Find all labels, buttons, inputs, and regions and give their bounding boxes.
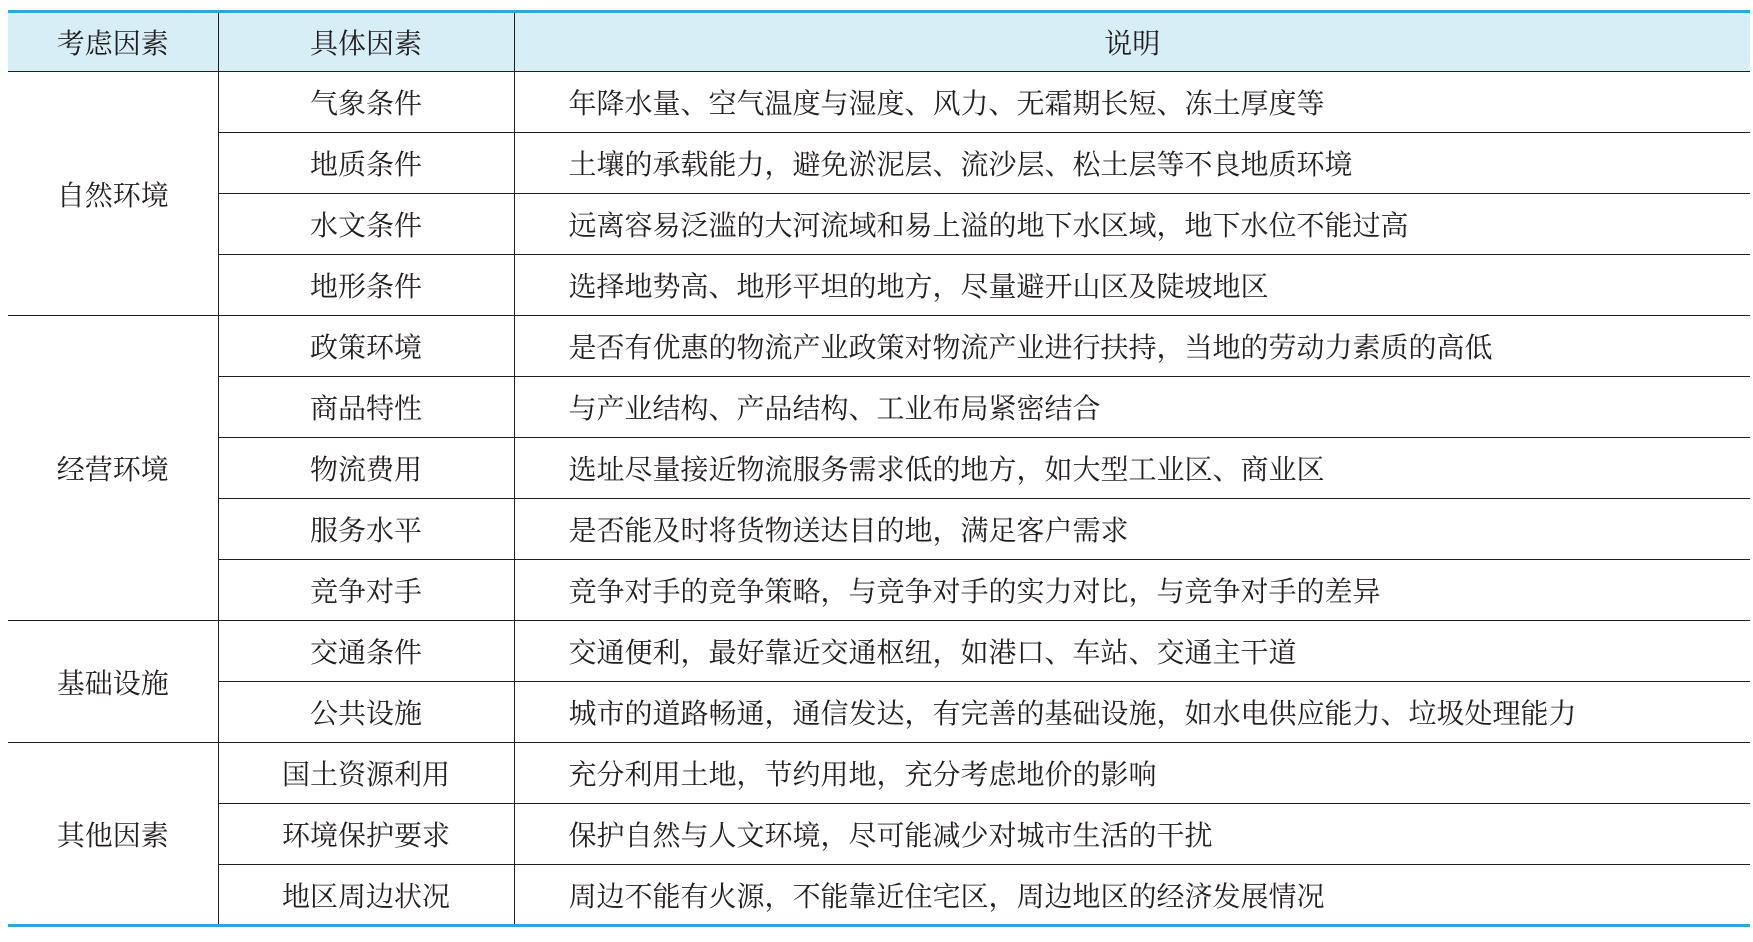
description-cell: 是否能及时将货物送达目的地，满足客户需求 — [514, 499, 1750, 560]
category-cell: 基础设施 — [8, 621, 218, 743]
description-cell: 保护自然与人文环境，尽可能减少对城市生活的干扰 — [514, 804, 1750, 865]
description-cell: 土壤的承载能力，避免淤泥层、流沙层、松土层等不良地质环境 — [514, 133, 1750, 194]
description-cell: 交通便利，最好靠近交通枢纽，如港口、车站、交通主干道 — [514, 621, 1750, 682]
category-cell: 经营环境 — [8, 316, 218, 621]
table-row — [8, 499, 1750, 560]
factor-cell: 公共设施 — [218, 682, 514, 743]
description-cell: 竞争对手的竞争策略，与竞争对手的实力对比，与竞争对手的差异 — [514, 560, 1750, 621]
table-row — [8, 194, 1750, 255]
factor-cell: 水文条件 — [218, 194, 514, 255]
table-row — [8, 621, 1750, 682]
factor-cell: 气象条件 — [218, 72, 514, 133]
factor-cell: 竞争对手 — [218, 560, 514, 621]
description-cell: 年降水量、空气温度与湿度、风力、无霜期长短、冻土厚度等 — [514, 72, 1750, 133]
table-row — [8, 255, 1750, 316]
factor-cell: 地形条件 — [218, 255, 514, 316]
description-cell: 是否有优惠的物流产业政策对物流产业进行扶持，当地的劳动力素质的高低 — [514, 316, 1750, 377]
factor-cell: 商品特性 — [218, 377, 514, 438]
header-factor: 具体因素 — [218, 12, 514, 72]
factor-cell: 服务水平 — [218, 499, 514, 560]
category-cell: 其他因素 — [8, 743, 218, 926]
header-description: 说明 — [514, 12, 1750, 72]
factor-cell: 物流费用 — [218, 438, 514, 499]
table-header-row — [8, 12, 1750, 72]
table-row — [8, 865, 1750, 926]
factor-cell: 地区周边状况 — [218, 865, 514, 926]
table-row — [8, 438, 1750, 499]
factor-cell: 交通条件 — [218, 621, 514, 682]
header-category: 考虑因素 — [8, 12, 218, 72]
factor-table-container — [8, 10, 1750, 927]
table-row — [8, 377, 1750, 438]
factor-cell: 政策环境 — [218, 316, 514, 377]
table-row — [8, 804, 1750, 865]
table-row — [8, 72, 1750, 133]
table-row — [8, 560, 1750, 621]
table-row — [8, 316, 1750, 377]
category-cell: 自然环境 — [8, 72, 218, 316]
description-cell: 周边不能有火源，不能靠近住宅区，周边地区的经济发展情况 — [514, 865, 1750, 926]
description-cell: 城市的道路畅通，通信发达，有完善的基础设施，如水电供应能力、垃圾处理能力 — [514, 682, 1750, 743]
description-cell: 充分利用土地，节约用地，充分考虑地价的影响 — [514, 743, 1750, 804]
site-selection-factor-table — [8, 10, 1750, 927]
description-cell: 远离容易泛滥的大河流域和易上溢的地下水区域，地下水位不能过高 — [514, 194, 1750, 255]
description-cell: 选址尽量接近物流服务需求低的地方，如大型工业区、商业区 — [514, 438, 1750, 499]
factor-cell: 国土资源利用 — [218, 743, 514, 804]
factor-cell: 地质条件 — [218, 133, 514, 194]
table-row — [8, 682, 1750, 743]
table-row — [8, 133, 1750, 194]
description-cell: 选择地势高、地形平坦的地方，尽量避开山区及陡坡地区 — [514, 255, 1750, 316]
description-cell: 与产业结构、产品结构、工业布局紧密结合 — [514, 377, 1750, 438]
factor-cell: 环境保护要求 — [218, 804, 514, 865]
table-row — [8, 743, 1750, 804]
